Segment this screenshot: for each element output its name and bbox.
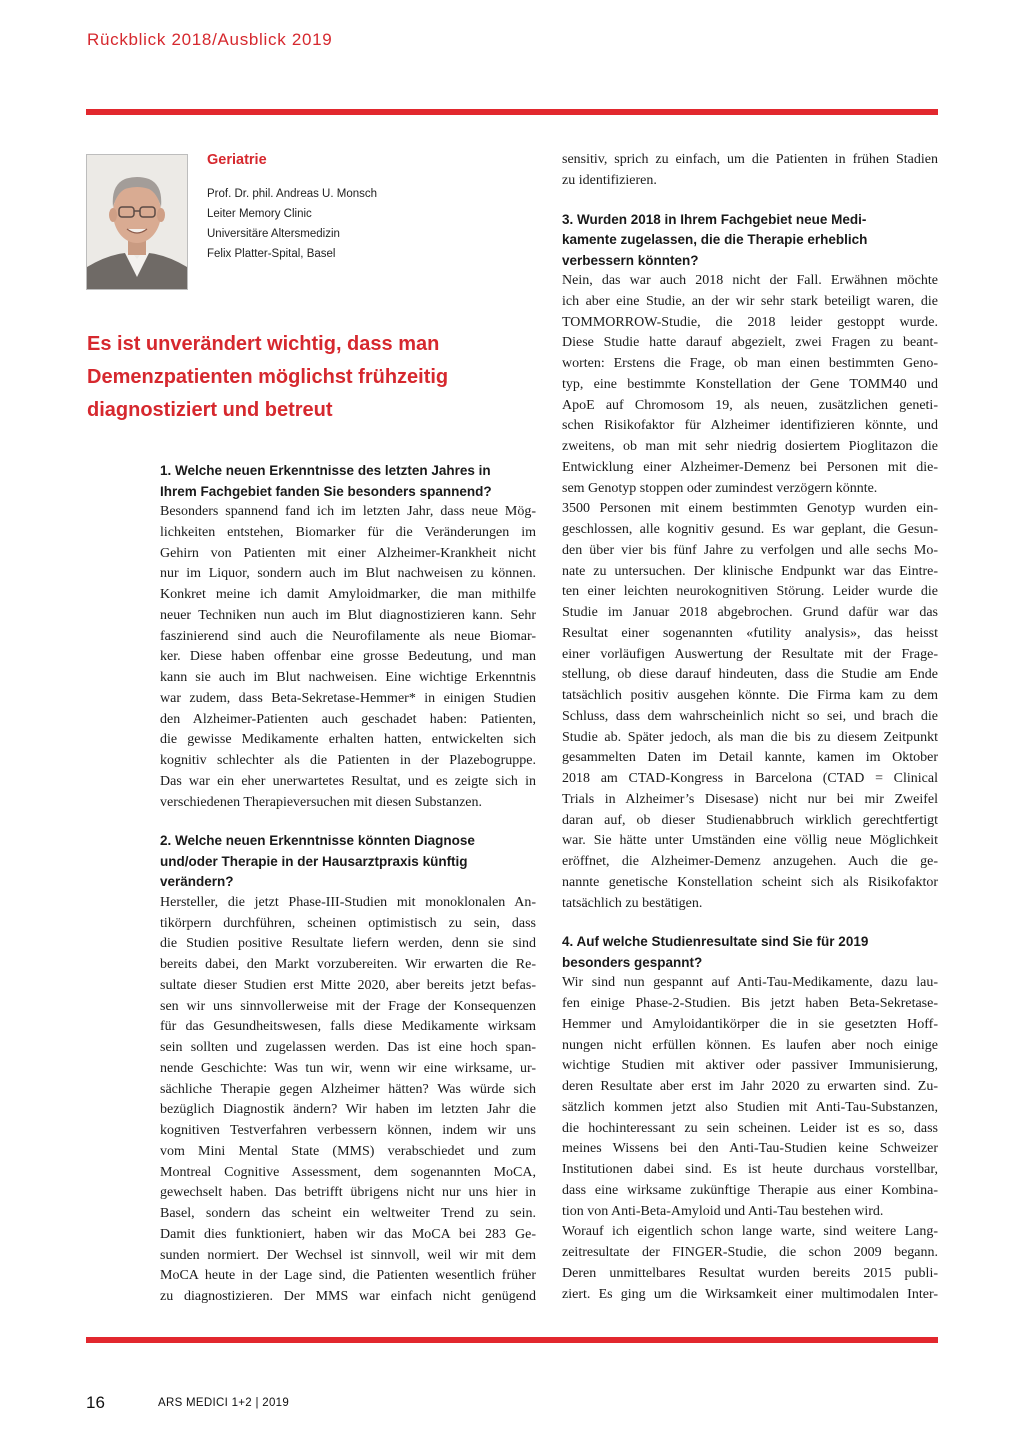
body-line: Nein, das war auch 2018 nicht der Fall. Erwähnen möchte — [562, 273, 938, 288]
interview-question — [562, 210, 938, 272]
body-line: Deren unmittelbares Resultat wurden bereits 2015 publi- — [562, 1265, 938, 1281]
body-line: meines Wissens bei den Anti-Tau-Studien keine Schweizer — [562, 1141, 938, 1157]
top-red-rule — [86, 109, 938, 115]
body-line: neuer Techniken nun auch im Blut diagnostizieren kann. Sehr — [160, 607, 536, 623]
body-line: nungen nicht erfüllen können. Es laufen aber noch einige — [562, 1037, 938, 1053]
body-line: lichkeiten entstehen, Biomarker für die Veränderungen im — [160, 524, 536, 540]
body-line: bereits dabei, den Markt vorzubereiten. Wir erwarten die Re- — [160, 957, 536, 972]
body-line: ziert. Es ging um die Wirksamkeit einer multimodalen Inter- — [562, 1286, 938, 1302]
question-line: besonders gespannt? — [562, 954, 703, 970]
body-line: Gehirn von Patienten mit einer Alzheimer-Krankheit nicht — [160, 545, 536, 561]
body-line: faszinierend sind auch die Neurofilamente als neue Biomar- — [160, 628, 536, 644]
body-line: sunden normiert. Der Wechsel ist sinnvoll, weil wir mit dem — [160, 1247, 536, 1263]
body-line: ich aber eine Studie, an der wir sehr stark beteiligt waren, die — [562, 293, 938, 309]
body-line: tatsächlich positiv ausgehen könnte. Die Firma kam zu dem — [562, 688, 938, 703]
body-line: deren Resultate aber erst im Jahr 2020 zu erwarten sind. Zu- — [562, 1079, 938, 1094]
body-line: MoCA heute in der Lage sind, die Patienten wesentlich früher — [160, 1268, 536, 1284]
body-line: bezüglich Diagnostik ändern? Wir haben im letzten Jahr die — [160, 1102, 536, 1118]
running-head: Rückblick 2018/Ausblick 2019 — [87, 30, 333, 49]
answer-paragraph — [562, 973, 938, 1222]
body-line: tatsächlich zu bestätigen. — [562, 895, 703, 911]
question-line: kamente zugelassen, die die Therapie erheblich — [562, 232, 868, 247]
body-line: sen wir uns sinnvollerweise mit der Frage der Konsequenzen — [160, 998, 536, 1014]
body-line: den über vier bis fünf Jahre zu verfolgen und alle sechs Mo- — [562, 542, 938, 558]
question-line: 2. Welche neuen Erkenntnisse könnten Diagnose — [160, 833, 475, 849]
body-line: sultate dieser Studien erst Mitte 2020, aber bereits jetzt befas- — [160, 977, 536, 993]
paragraph-gap — [562, 914, 938, 932]
body-line: sensitiv, sprich zu einfach, um die Patienten in frühen Stadien — [562, 152, 938, 167]
body-line: kognitiv schlechter als die Patienten in der Plazebogruppe. — [160, 753, 536, 768]
body-line: Besonders spannend fand ich im letzten Jahr, dass neue Mög- — [160, 504, 536, 519]
body-line: gesammelten Daten im Detail kannte, kamen im Oktober — [562, 750, 938, 766]
body-line: war. Sie hätte unter Umständen eine völlig neue Möglichkeit — [562, 833, 938, 849]
author-position: Leiter Memory Clinic — [207, 208, 312, 220]
body-line: fen einige Phase-2-Studien. Bis jetzt haben Beta-Sekretase- — [562, 996, 938, 1011]
question-line: Ihrem Fachgebiet fanden Sie besonders spannend? — [160, 483, 492, 499]
question-line: 1. Welche neuen Erkenntnisse des letzten Jahres in — [160, 463, 491, 478]
body-line: die hochinteressant zu sein scheinen. Leider ist es so, dass — [562, 1120, 938, 1136]
body-line: Diese Studie hatte darauf abgezielt, zwei Fragen zu beant- — [562, 335, 938, 351]
author-info — [207, 184, 377, 264]
body-line: nur im Liquor, sondern auch im Blut nachweisen zu können. — [160, 566, 536, 582]
answer-paragraph — [562, 499, 938, 914]
body-line: eröffnet, die Alzheimer-Demenz anzugehen. Auch die ge- — [562, 854, 938, 869]
body-line: die Studien positive Resultate liefern werden, denn sie sind — [160, 936, 536, 952]
journal-citation: ARS MEDICI 1+2 | 2019 — [158, 1397, 290, 1409]
answer-paragraph — [562, 1222, 938, 1305]
body-line: Trials in Alzheimer’s Disesase) nicht nur bei mir Zweifel — [562, 791, 938, 807]
question-line: verändern? — [160, 874, 234, 890]
body-line: Worauf ich eigentlich schon lange warte, sind weitere Lang- — [562, 1224, 938, 1240]
answer-paragraph — [562, 150, 938, 192]
body-line: zu identifizieren. — [562, 172, 657, 188]
author-institution: Felix Platter-Spital, Basel — [207, 248, 336, 260]
body-line: kognitiven Testverfahren verbessern können, indem wir uns — [160, 1123, 536, 1138]
body-line: ApoE auf Chromosom 19, als neuen, zusätzlichen geneti- — [562, 397, 938, 413]
body-line: die gewisse Medikamente erhalten hatten, entwickelten sich — [160, 732, 536, 748]
body-line: Entwicklung einer Alzheimer-Demenz bei Personen mit die- — [562, 459, 938, 475]
question-line: 4. Auf welche Studienresultate sind Sie für 2019 — [562, 934, 869, 950]
body-line: stellung, ob diese darauf hindeuten, dass die Studie am Ende — [562, 667, 938, 683]
body-line: Schluss, dass dem wahrscheinlich nicht so sei, und brach die — [562, 708, 938, 724]
body-line: sein sollten und zugelassen werden. Das ist eine hoch span- — [160, 1040, 536, 1055]
body-line: vom Mini Mental State (MMS) verabschiedet und zum — [160, 1143, 536, 1159]
body-line: war zudem, dass Beta-Sekretase-Hemmer* in einigen Studien — [160, 690, 536, 706]
body-line: typ, eine bestimmte Konstellation der Gene TOMM40 und — [562, 376, 938, 392]
body-line: schen Risikofaktor für Alzheimer identifizieren könnte, und — [562, 418, 938, 434]
body-line: TOMMORROW-Studie, die 2018 leider gestoppt wurde. — [562, 314, 938, 330]
body-line: gewechselt haben. Das betrifft übrigens nicht nur uns hier in — [160, 1185, 536, 1201]
body-line: ker. Diese haben offenbar eine grosse Bedeutung, und man — [160, 649, 536, 665]
body-line: sem Genotyp stoppen oder zumindest verzögern könnte. — [562, 480, 878, 496]
body-line: Montreal Cognitive Assessment, dem sogenannten MoCA, — [160, 1164, 536, 1180]
body-line: Wir sind nun gespannt auf Anti-Tau-Medikamente, dazu lau- — [562, 975, 938, 991]
answer-paragraph — [562, 271, 938, 499]
body-line: Konkret meine ich damit Amyloidmarker, die man mithilfe — [160, 587, 536, 602]
body-line: wichtige Studien mit aktiver oder passiver Immunisierung, — [562, 1058, 938, 1074]
question-line: und/oder Therapie in der Hausarztpraxis künftig — [160, 853, 468, 869]
body-line: nende Geschichte: Was tun wir, wenn wir eine wirksame, ur- — [160, 1060, 536, 1076]
body-line: tion von Anti-Beta-Amyloid und Anti-Tau bestehen wird. — [562, 1203, 884, 1219]
author-name: Prof. Dr. phil. Andreas U. Monsch — [207, 188, 378, 200]
body-line: nate zu untersuchen. Der klinische Endpunkt war das Eintre- — [562, 563, 938, 579]
body-line: Studie im Januar 2018 abgebrochen. Grund dafür war das — [562, 605, 938, 620]
body-line: 3500 Personen mit einem bestimmten Genotyp wurden ein- — [562, 501, 938, 517]
body-line: für das Gesundheitswesen, falls diese Medikamente wirksam — [160, 1019, 536, 1035]
left-text-column — [160, 461, 536, 1308]
body-line: sätzlich kommen jetzt also Studien mit Anti-Tau-Substanzen, — [562, 1099, 938, 1115]
body-line: Studie ab. Später jedoch, als man die bis zu diesem Zeitpunkt — [562, 729, 938, 745]
headline-line: Demenzpatienten möglichst frühzeitig — [87, 366, 449, 388]
body-line: Damit dies funktioniert, haben wir das MoCA bei 283 Ge- — [160, 1226, 536, 1242]
answer-paragraph — [160, 502, 536, 813]
body-line: Das war ein eher unerwartetes Resultat, und es zeigte sich in — [160, 773, 536, 789]
paragraph-gap — [160, 813, 536, 831]
body-line: zweitens, ob man mit sehr niedrig dosiertem Pioglitazon die — [562, 439, 938, 454]
body-line: Hemmer und Amyloidantikörper die in sie gesetzten Hoff- — [562, 1016, 938, 1032]
body-line: 2018 am CTAD-Kongress in Barcelona (CTAD = Clinical — [562, 771, 938, 786]
body-line: daran auf, ob dieser Studienabbruch wirklich gerechtfertigt — [562, 812, 938, 828]
author-portrait — [86, 154, 188, 290]
body-line: geschlossen, alle kognitiv gesund. Es war geplant, die Gesun- — [562, 522, 938, 537]
body-line: tikörpern durchführen, scheinen optimistisch zu sein, dass — [160, 915, 536, 931]
headline-line: diagnostiziert und betreut — [87, 399, 333, 421]
body-line: einer vorläufigen Auswertung der Resultate mit der Frage- — [562, 646, 938, 662]
section-label: Geriatrie — [207, 152, 267, 168]
interview-question — [160, 461, 536, 502]
body-line: worten: Erstens die Frage, ob man einen bestimmten Geno- — [562, 356, 938, 371]
body-line: zeitresultate der FINGER-Studie, die schon 2009 begann. — [562, 1245, 938, 1260]
body-line: dass eine wirksame zukünftige Therapie aus einer Kombina- — [562, 1182, 938, 1198]
body-line: sächliche Therapie gegen Alzheimer hätten? Was würde sich — [160, 1081, 536, 1097]
body-line: verschiedenen Therapieversuchen mit diesen Substanzen. — [160, 794, 483, 810]
right-text-column — [562, 150, 938, 1305]
body-line: den Alzheimer-Patienten auch geschadet haben: Patienten, — [160, 711, 536, 727]
interview-question — [562, 932, 938, 973]
body-line: ten einer leichten neurokognitiven Störung. Leider wurde die — [562, 584, 938, 600]
paragraph-gap — [562, 192, 938, 210]
question-line: verbessern könnten? — [562, 252, 699, 268]
article-headline — [87, 328, 547, 427]
author-department: Universitäre Altersmedizin — [207, 228, 340, 240]
body-line: kann sie auch im Blut nachweisen. Eine wichtige Erkenntnis — [160, 670, 536, 685]
interview-question — [160, 831, 536, 893]
body-line: Basel, sondern das scheint ein weltweiter Trend zu sein. — [160, 1206, 536, 1221]
question-line: 3. Wurden 2018 in Ihrem Fachgebiet neue Medi- — [562, 211, 867, 227]
answer-paragraph — [160, 893, 536, 1308]
bottom-red-rule — [86, 1337, 938, 1343]
body-line: zu diagnostizieren. Der MMS war einfach nicht genügend — [160, 1289, 536, 1304]
page-number: 16 — [86, 1393, 105, 1412]
author-portrait-drawing — [87, 155, 187, 289]
body-line: Institutionen dabei sind. Es ist heute durchaus vorstellbar, — [562, 1162, 938, 1177]
headline-line: Es ist unverändert wichtig, dass man — [87, 333, 440, 355]
body-line: nannte genetische Konstellation scheint sich als Risikofaktor — [562, 874, 938, 890]
body-line: Hersteller, die jetzt Phase-III-Studien mit monoklonalen An- — [160, 894, 536, 910]
body-line: Resultat einer sogenannten «futility analysis», das heisst — [562, 625, 938, 641]
